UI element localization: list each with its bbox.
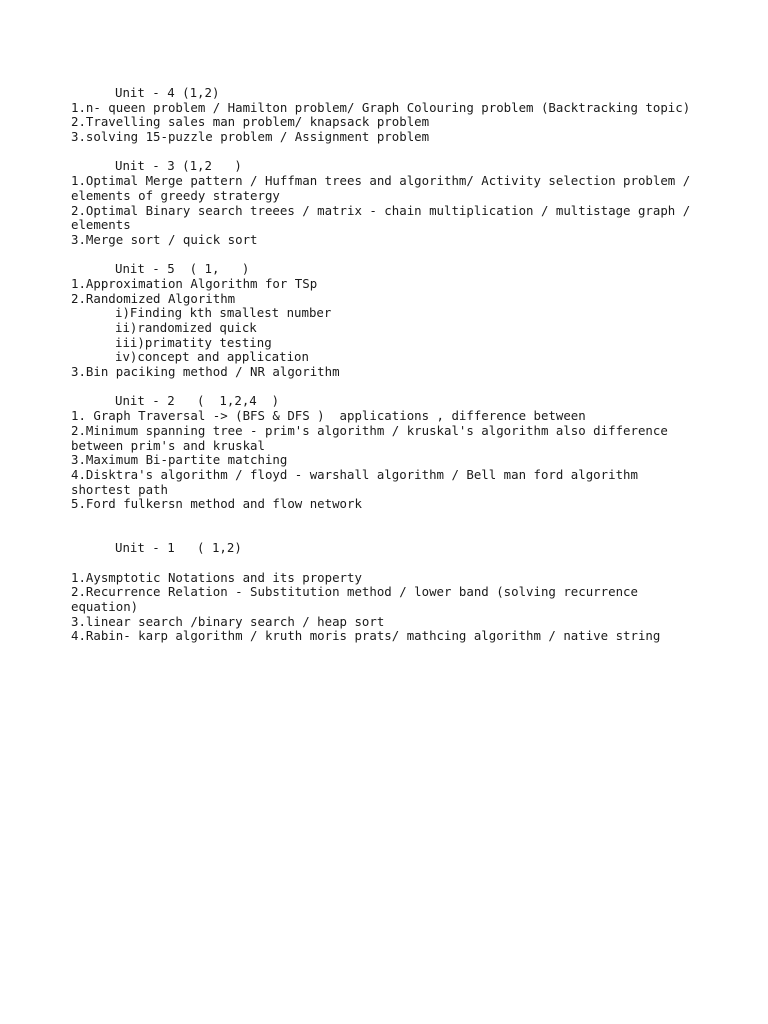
spacer <box>71 248 731 263</box>
unit-2-item-3: 3.Maximum Bi-partite matching <box>71 452 288 468</box>
unit-5-subitem-1: i)Finding kth smallest number <box>115 305 332 321</box>
unit-4-item-3: 3.solving 15-puzzle problem / Assignment problem <box>71 129 430 145</box>
unit-3-heading: Unit - 3 (1,2 ) <box>115 158 242 174</box>
unit-5-heading: Unit - 5 ( 1, ) <box>115 261 250 277</box>
unit-5-item-1: 1.Approximation Algorithm for TSp <box>71 275 318 291</box>
spacer <box>71 512 731 541</box>
unit-4-item-1: 1.n- queen problem / Hamilton problem/ Graph Colouring problem (Backtracking topic) <box>71 99 691 115</box>
unit-2-item-5: 5.Ford fulkersn method and flow network <box>71 496 362 512</box>
unit-1-item-2: 2.Recurrence Relation - Substitution method / lower band (solving recurrence <box>71 584 638 600</box>
unit-1-item-3: 3.linear search /binary search / heap sort <box>71 613 385 629</box>
unit-2-item-2: 2.Minimum spanning tree - prim's algorithm / kruskal's algorithm also difference <box>71 422 668 438</box>
unit-5-subitem-2: ii)randomized quick <box>115 320 257 335</box>
unit-5-subitem-3: iii)primatity testing <box>115 334 272 350</box>
spacer <box>71 145 731 160</box>
unit-2-item-1: 1. Graph Traversal -> (BFS & DFS ) applications , difference between <box>71 408 586 424</box>
document-page <box>71 86 731 644</box>
spacer <box>71 380 731 395</box>
unit-2-item-4-cont: shortest path <box>71 481 168 497</box>
unit-2-heading: Unit - 2 ( 1,2,4 ) <box>115 393 280 409</box>
unit-3-item-1: 1.Optimal Merge pattern / Huffman trees and algorithm/ Activity selection problem / <box>71 173 691 189</box>
unit-2-item-4: 4.Disktra's algorithm / floyd - warshall algorithm / Bell man ford algorithm <box>71 466 638 482</box>
unit-1-item-2-cont: equation) <box>71 599 139 615</box>
unit-5-subitem-4: iv)concept and application <box>115 349 309 365</box>
unit-2-item-2-cont: between prim's and kruskal <box>71 437 265 453</box>
unit-5-item-3: 3.Bin paciking method / NR algorithm <box>71 364 340 380</box>
unit-4-heading: Unit - 4 (1,2) <box>115 85 220 100</box>
unit-1-item-1: 1.Aysmptotic Notations and its property <box>71 569 362 585</box>
unit-3-item-2-cont: elements <box>71 217 131 233</box>
unit-3-item-3: 3.Merge sort / quick sort <box>71 231 258 247</box>
unit-4-item-2: 2.Travelling sales man problem/ knapsack problem <box>71 114 430 130</box>
unit-5-item-2: 2.Randomized Algorithm <box>71 290 236 306</box>
unit-3-item-2: 2.Optimal Binary search treees / matrix - chain multiplication / multistage graph / <box>71 202 691 218</box>
spacer <box>71 556 731 571</box>
unit-3-item-1-cont: elements of greedy stratergy <box>71 187 280 203</box>
unit-1-heading: Unit - 1 ( 1,2) <box>115 540 242 556</box>
unit-1-item-4: 4.Rabin- karp algorithm / kruth moris prats/ mathcing algorithm / native string <box>71 628 661 644</box>
